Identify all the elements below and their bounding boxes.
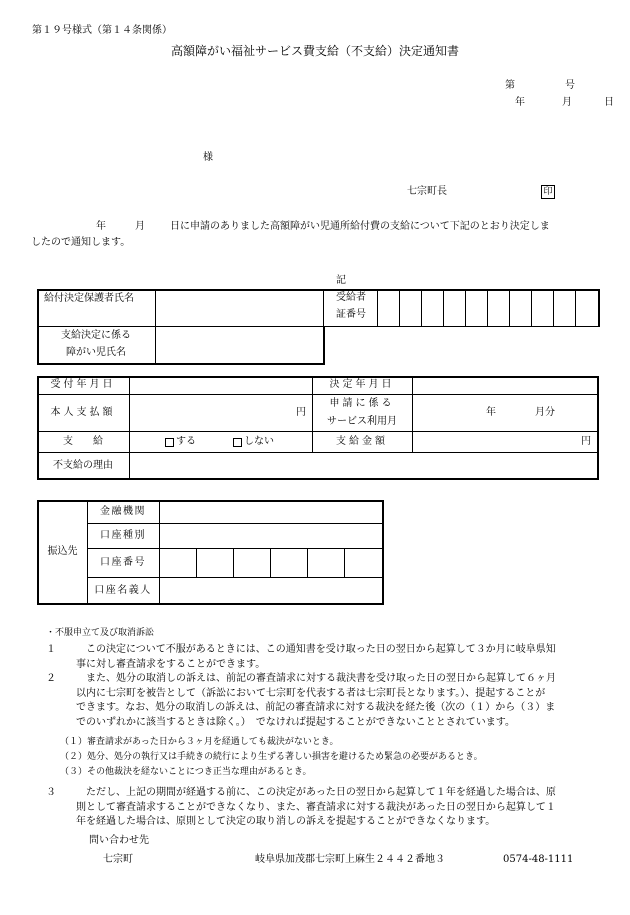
intro-year: 年 [96, 221, 106, 232]
date-day: 日 [604, 97, 614, 108]
account-holder-label: 口座名義人 [94, 584, 152, 596]
payment-option-yes[interactable]: する [165, 432, 225, 452]
date-month: 月 [562, 97, 572, 108]
notice-item-2: ２ また、処分の取消しの訴えは、前記の審査請求に対する裁決書を受け取った日の翌日から起算して６ヶ月 以内に七宗町を被告として（訴訟において七宗町を代表する者は七宗町長となります。）、提起することが できます。なお、処分の取消しの訴えは、前記の審査請求に対する裁決を経た後（次の（１）から（３）ま でのいずれかに該当するときは除く。） でなければ提起することができないこととされています。 [46, 673, 556, 728]
contact-org: 七宗町 [103, 854, 133, 865]
bank-field[interactable] [160, 501, 382, 523]
service-month-label-1: 申請に係る [329, 397, 395, 409]
contact-address: 岐阜県加茂郡七宗町上麻生２４４２番地３ [255, 854, 445, 865]
seal-mark: 印 [541, 185, 555, 199]
payment-label: 支 給 [63, 435, 103, 447]
form-number: 第１９号様式（第１４条関係） [32, 25, 172, 36]
issuer-name: 七宗町長 [407, 186, 447, 197]
account-type-label: 口座種別 [100, 529, 146, 541]
service-month: 月分 [535, 406, 555, 418]
rejection-reason-label: 不支給の理由 [53, 459, 113, 471]
child-name-label-1: 支給決定に係る [61, 329, 131, 341]
notice-item-3: ３ ただし、上記の期間が経過する前に、この決定があった日の翌日から起算して１年を経過した場合は、原 則として審査請求することができなくなり、また、審査請求に対する裁決があった日の翌日から起算して１ 年を経過した場合は、原則として決定の取り消しの訴えを提起することができなくなります。 [46, 787, 556, 827]
contact-label: 問い合わせ先 [89, 835, 149, 846]
account-holder-field[interactable] [160, 578, 382, 604]
notice-subitem-2: （２）処分、処分の執行又は手続きの続行により生ずる著しい損害を避けるため緊急の必要があるとき。 [60, 752, 483, 762]
doc-number-dai: 第 [505, 80, 515, 91]
payment-option-no[interactable]: しない [233, 432, 303, 452]
cert-label-2: 証番号 [336, 309, 366, 321]
receipt-date-label: 受付年月日 [50, 379, 116, 391]
intro-month: 月 [135, 221, 145, 232]
checkbox-icon [165, 438, 174, 447]
recipient-suffix: 様 [203, 152, 213, 163]
intro-line-2: したので通知します。 [31, 237, 131, 248]
payment-amount-yen: 円 [581, 435, 591, 447]
service-month-label-2: サービス利用月 [327, 415, 397, 427]
page-title: 高額障がい福祉サービス費支給（不支給）決定通知書 [170, 44, 459, 58]
account-type-field[interactable] [160, 524, 382, 548]
bank-label: 金融機関 [100, 505, 146, 517]
contact-phone[interactable]: 0574-48-1111 [503, 854, 574, 865]
checkbox-icon [233, 438, 242, 447]
payment-amount-label: 支給金額 [336, 435, 388, 447]
notice-item-1: １ この決定について不服があるときには、この通知書を受け取った日の翌日から起算して３か月に岐阜県知 事に対し審査請求をすることができます。 [46, 644, 556, 670]
account-number-label: 口座番号 [100, 556, 146, 568]
notice-subitem-1: （１）審査請求があった日から３ヶ月を経過しても裁決がないとき。 [60, 737, 339, 747]
transfer-label: 振込先 [47, 545, 78, 557]
service-year: 年 [486, 406, 496, 418]
guardian-name-label: 給付決定保護者氏名 [44, 292, 134, 304]
cert-label-1: 受給者 [336, 292, 366, 304]
doc-number-go: 号 [565, 80, 575, 91]
self-pay-label: 本人支払額 [50, 406, 116, 418]
decision-date-label: 決定年月日 [329, 379, 395, 391]
notice-heading: ・不服申立て及び取消訴訟 [46, 628, 155, 638]
child-name-field[interactable] [156, 327, 322, 362]
self-pay-yen: 円 [296, 406, 306, 418]
guardian-name-field[interactable] [156, 290, 322, 326]
intro-line-1: 日に申請のありました高額障がい児通所給付費の支給について下記のとおり決定しま [170, 221, 550, 232]
notice-subitem-3: （３）その他裁決を経ないことにつき正当な理由があるとき。 [60, 767, 312, 777]
ki-label: 記 [336, 275, 346, 286]
rejection-reason-field[interactable] [130, 453, 598, 479]
date-year: 年 [515, 97, 525, 108]
child-name-label-2: 障がい児氏名 [66, 347, 126, 359]
